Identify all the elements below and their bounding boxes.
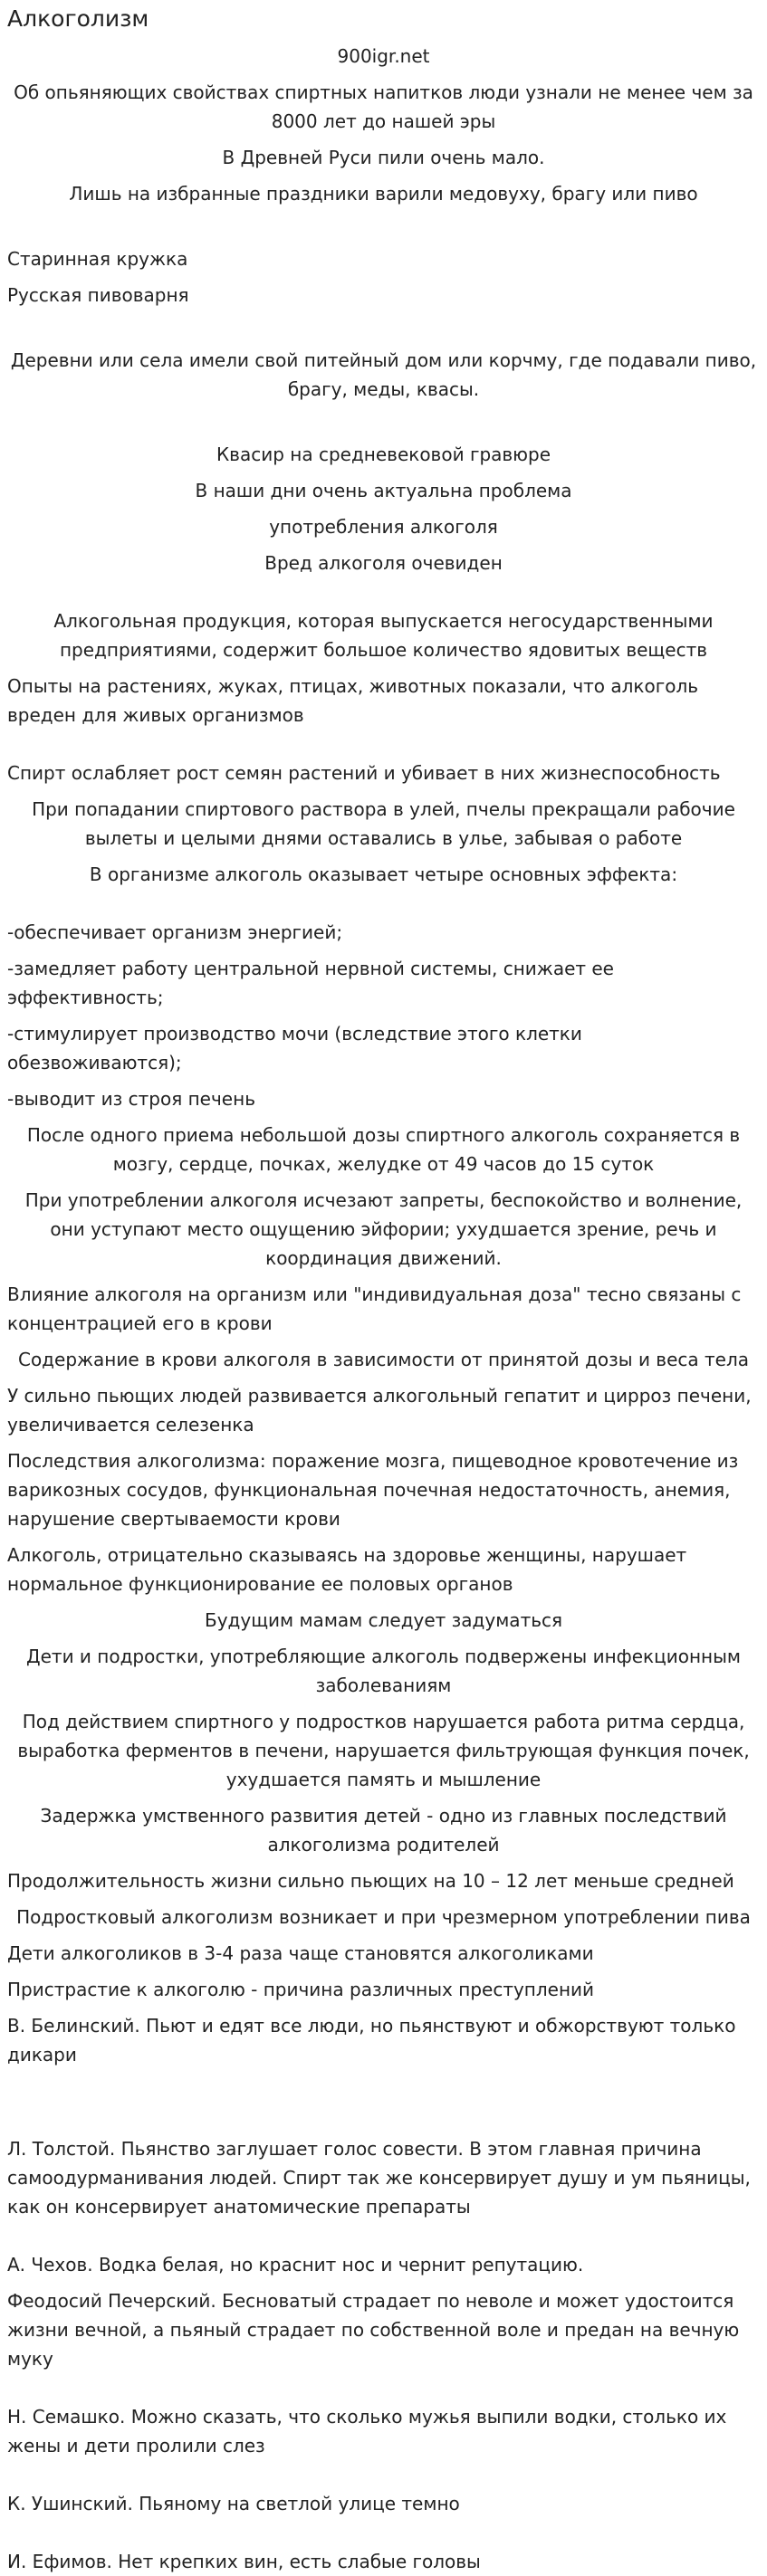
paragraph: В наши дни очень актуальна проблема — [195, 480, 572, 501]
paragraph: Подростковый алкоголизм возникает и при чрезмерном употреблении пива — [16, 1906, 751, 1928]
quote: Л. Толстой. Пьянство заглушает голос совести. В этом главная причина самоодурманивания людей. Спирт так же консервирует душу и ум пьяницы, как он консервирует анатомические препараты — [7, 2138, 751, 2218]
paragraph: При попадании спиртового раствора в улей, пчелы прекращали рабочие вылеты и целыми днями оставались в улье, забывая о работе — [32, 798, 735, 849]
quote: И. Ефимов. Нет крепких вин, есть слабые головы — [7, 2551, 481, 2572]
quote: К. Ушинский. Пьяному на светлой улице темно — [7, 2493, 460, 2514]
quote: А. Чехов. Водка белая, но краснит нос и чернит репутацию. — [7, 2254, 584, 2275]
paragraph: Будущим мамам следует задуматься — [204, 1609, 563, 1631]
paragraph: Деревни или села имели свой питейный дом или корчму, где подавали пиво, брагу, меды, квасы. — [10, 349, 757, 400]
quote: Феодосий Печерский. Бесноватый страдает по неволе и может удостоится жизни вечной, а пьяный страдает по собственной воле и предан на вечную муку — [7, 2290, 740, 2370]
paragraph: Задержка умственного развития детей - одно из главных последствий алкоголизма родителей — [40, 1805, 727, 1856]
paragraph: Алкогольная продукция, которая выпускается негосударственными предприятиями, содержит большое количество ядовитых веществ — [53, 610, 714, 661]
paragraph: Спирт ослабляет рост семян растений и убивает в них жизнеспособность — [7, 762, 721, 784]
paragraph: Содержание в крови алкоголя в зависимости от принятой дозы и веса тела — [17, 1349, 749, 1370]
paragraph: Лишь на избранные праздники варили медовуху, брагу или пиво — [69, 183, 698, 205]
quote: Н. Семашко. Можно сказать, что сколько мужья выпили водки, столько их жены и дети пролили слез — [7, 2406, 727, 2457]
paragraph: Об опьяняющих свойствах спиртных напитков люди узнали не менее чем за 8000 лет до нашей эры — [14, 81, 753, 132]
paragraph: Вред алкоголя очевиден — [264, 552, 503, 574]
list-item: -стимулирует производство мочи (вследствие этого клетки обезвоживаются); — [7, 1023, 582, 1073]
paragraph: После одного приема небольшой дозы спиртного алкоголь сохраняется в мозгу, сердце, почках, желудке от 49 часов до 15 суток — [26, 1124, 741, 1175]
list-item: -выводит из строя печень — [7, 1088, 255, 1110]
paragraph: Дети и подростки, употребляющие алкоголь подвержены инфекционным заболеваниям — [25, 1646, 742, 1696]
paragraph: Опыты на растениях, жуках, птицах, животных показали, что алкоголь вреден для живых организмов — [7, 675, 699, 726]
list-item: -замедляет работу центральной нервной системы, снижает ее эффективность; — [7, 958, 614, 1008]
quote: В. Белинский. Пьют и едят все люди, но пьянствуют и обжорствуют только дикари — [7, 2015, 736, 2066]
paragraph: Пристрастие к алкоголю - причина различных преступлений — [7, 1979, 595, 2000]
paragraph: Продолжительность жизни сильно пьющих на 10 – 12 лет меньше средней — [7, 1870, 734, 1892]
paragraph: Дети алкоголиков в 3-4 раза чаще становятся алкоголиками — [7, 1942, 594, 1964]
site-name: 900igr.net — [337, 45, 430, 67]
paragraph: Последствия алкоголизма: поражение мозга, пищеводное кровотечение из варикозных сосудов, функциональная почечная недостаточность, анемия, нарушение свертываемости крови — [7, 1450, 739, 1530]
page-title: Алкоголизм — [7, 5, 149, 32]
paragraph: В организме алкоголь оказывает четыре основных эффекта: — [89, 863, 678, 885]
paragraph: В Древней Руси пили очень мало. — [222, 147, 545, 168]
list-item: -обеспечивает организм энергией; — [7, 921, 343, 943]
paragraph: употребления алкоголя — [269, 516, 498, 538]
paragraph: Старинная кружка — [7, 248, 188, 270]
paragraph: Под действием спиртного у подростков нарушается работа ритма сердца, выработка ферментов в печени, нарушается фильтрующая функция почек, ухудшается память и мышление — [17, 1711, 750, 1790]
paragraph: При употреблении алкоголя исчезают запреты, беспокойство и волнение, они уступают место ощущению эйфории; ухудшается зрение, речь и координация движений. — [24, 1189, 743, 1269]
paragraph: У сильно пьющих людей развивается алкогольный гепатит и цирроз печени, увеличивается селезенка — [7, 1385, 752, 1436]
paragraph: Квасир на средневековой гравюре — [216, 444, 551, 465]
paragraph: Алкоголь, отрицательно сказываясь на здоровье женщины, нарушает нормальное функционирование ее половых органов — [7, 1544, 687, 1595]
paragraph: Русская пивоварня — [7, 284, 189, 306]
paragraph: Влияние алкоголя на организм или "индивидуальная доза" тесно связаны с концентрацией его в крови — [7, 1283, 742, 1334]
